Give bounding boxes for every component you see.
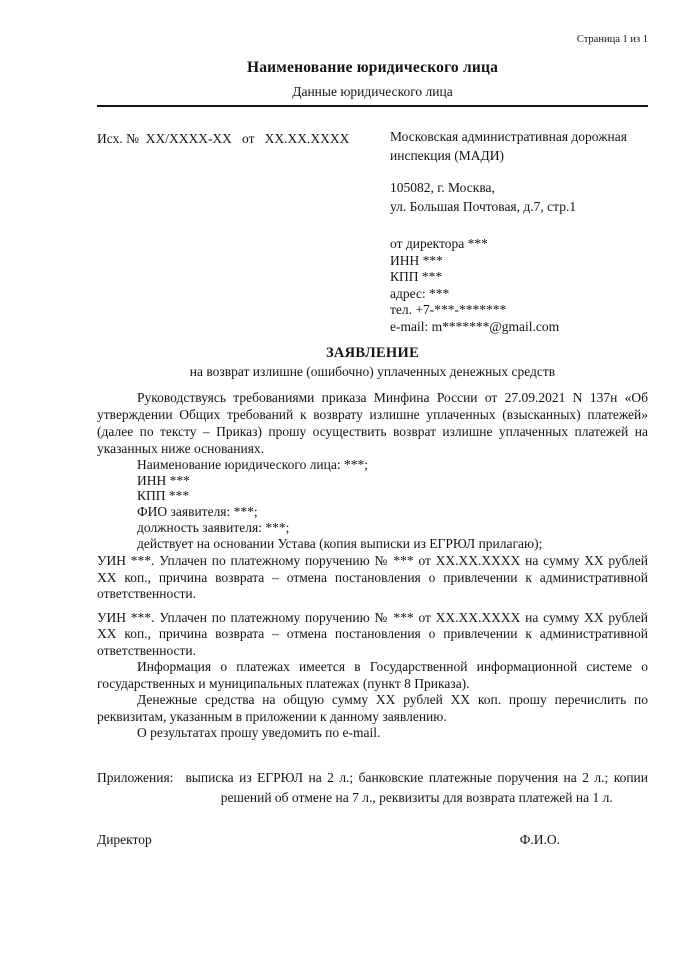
header-rule xyxy=(97,84,648,107)
uin-paragraph: УИН ***. Уплачен по платежному поручению № *** от XX.XX.XXXX на сумму XX рублей XX коп., причина возврата – отмена постановления о привлечении к административной ответственности. xyxy=(97,553,648,601)
transfer-paragraph: Денежные средства на общую сумму XX рублей XX коп. прошу перечислить по реквизитам, указанным в приложении к данному заявлению. xyxy=(97,692,648,724)
signature-row xyxy=(97,832,648,848)
statement-subtitle: на возврат излишне (ошибочно) уплаченных денежных средств xyxy=(189,364,556,379)
org-title: Наименование юридического лица xyxy=(246,59,499,76)
attachments-text: выписка из ЕГРЮЛ на 2 л.; банковские платежные поручения на 2 л.; копии решений об отмене на 7 л., реквизиты для возврата платежей на 1 л. xyxy=(185,769,648,805)
org-subtitle: Данные юридического лица xyxy=(292,84,453,99)
statement-title: ЗАЯВЛЕНИЕ xyxy=(325,345,420,361)
recipient-block xyxy=(390,127,648,335)
recipient-address-line: 105082, г. Москва, xyxy=(390,180,495,195)
detail-line: КПП *** xyxy=(137,488,190,504)
sender-line: ИНН *** xyxy=(390,252,443,268)
detail-line: действует на основании Устава (копия выписки из ЕГРЮЛ прилагаю); xyxy=(137,535,543,551)
recipient-name-line: инспекция (МАДИ) xyxy=(390,148,504,163)
signature-position: Директор xyxy=(97,831,152,847)
sender-line: тел. +7-***-******* xyxy=(390,302,507,317)
sender-line: e-mail: m*******@gmail.com xyxy=(390,318,560,334)
intro-paragraph: Руководствуясь требованиями приказа Минфина России от 27.09.2021 N 137н «Об утверждении Общих требований к возврату излишне уплаченных (взысканных) платежей» (далее по тексту – Приказ) прошу осуществить возврат излишне уплаченных платежей на указанных ниже основаниях. xyxy=(97,390,648,456)
recipient-name xyxy=(390,127,648,165)
info-paragraph: Информация о платежах имеется в Государственной информационной системе о государственных и муниципальных платежах (пункт 8 Приказа). xyxy=(97,659,648,691)
page-indicator: Страница 1 из 1 xyxy=(576,34,648,45)
sender-block xyxy=(390,236,648,335)
address-header-row xyxy=(97,127,648,335)
uin-paragraph: УИН ***. Уплачен по платежному поручению № *** от XX.XX.XXXX на сумму XX рублей XX коп., причина возврата – отмена постановления о привлечении к административной ответственности. xyxy=(97,610,648,658)
detail-line: Наименование юридического лица: ***; xyxy=(137,457,368,472)
sender-line: адрес: *** xyxy=(390,285,450,301)
recipient-address xyxy=(390,178,648,216)
recipient-name-line: Московская административная дорожная xyxy=(390,129,627,144)
sender-line: от директора *** xyxy=(390,236,488,251)
attachments-block xyxy=(97,768,648,808)
detail-line: должность заявителя: ***; xyxy=(137,519,290,535)
attachments-label: Приложения: xyxy=(97,769,174,785)
outgoing-ref: Исх. № XX/XXXX-XX от XX.XX.XXXX xyxy=(97,131,350,146)
detail-line: ИНН *** xyxy=(137,472,190,488)
recipient-address-line: ул. Большая Почтовая, д.7, стр.1 xyxy=(390,199,577,214)
notify-paragraph: О результатах прошу уведомить по e-mail. xyxy=(137,725,381,740)
sender-line: КПП *** xyxy=(390,269,443,284)
signature-name: Ф.И.О. xyxy=(519,831,560,847)
applicant-details xyxy=(97,457,648,551)
detail-line: ФИО заявителя: ***; xyxy=(137,504,258,520)
